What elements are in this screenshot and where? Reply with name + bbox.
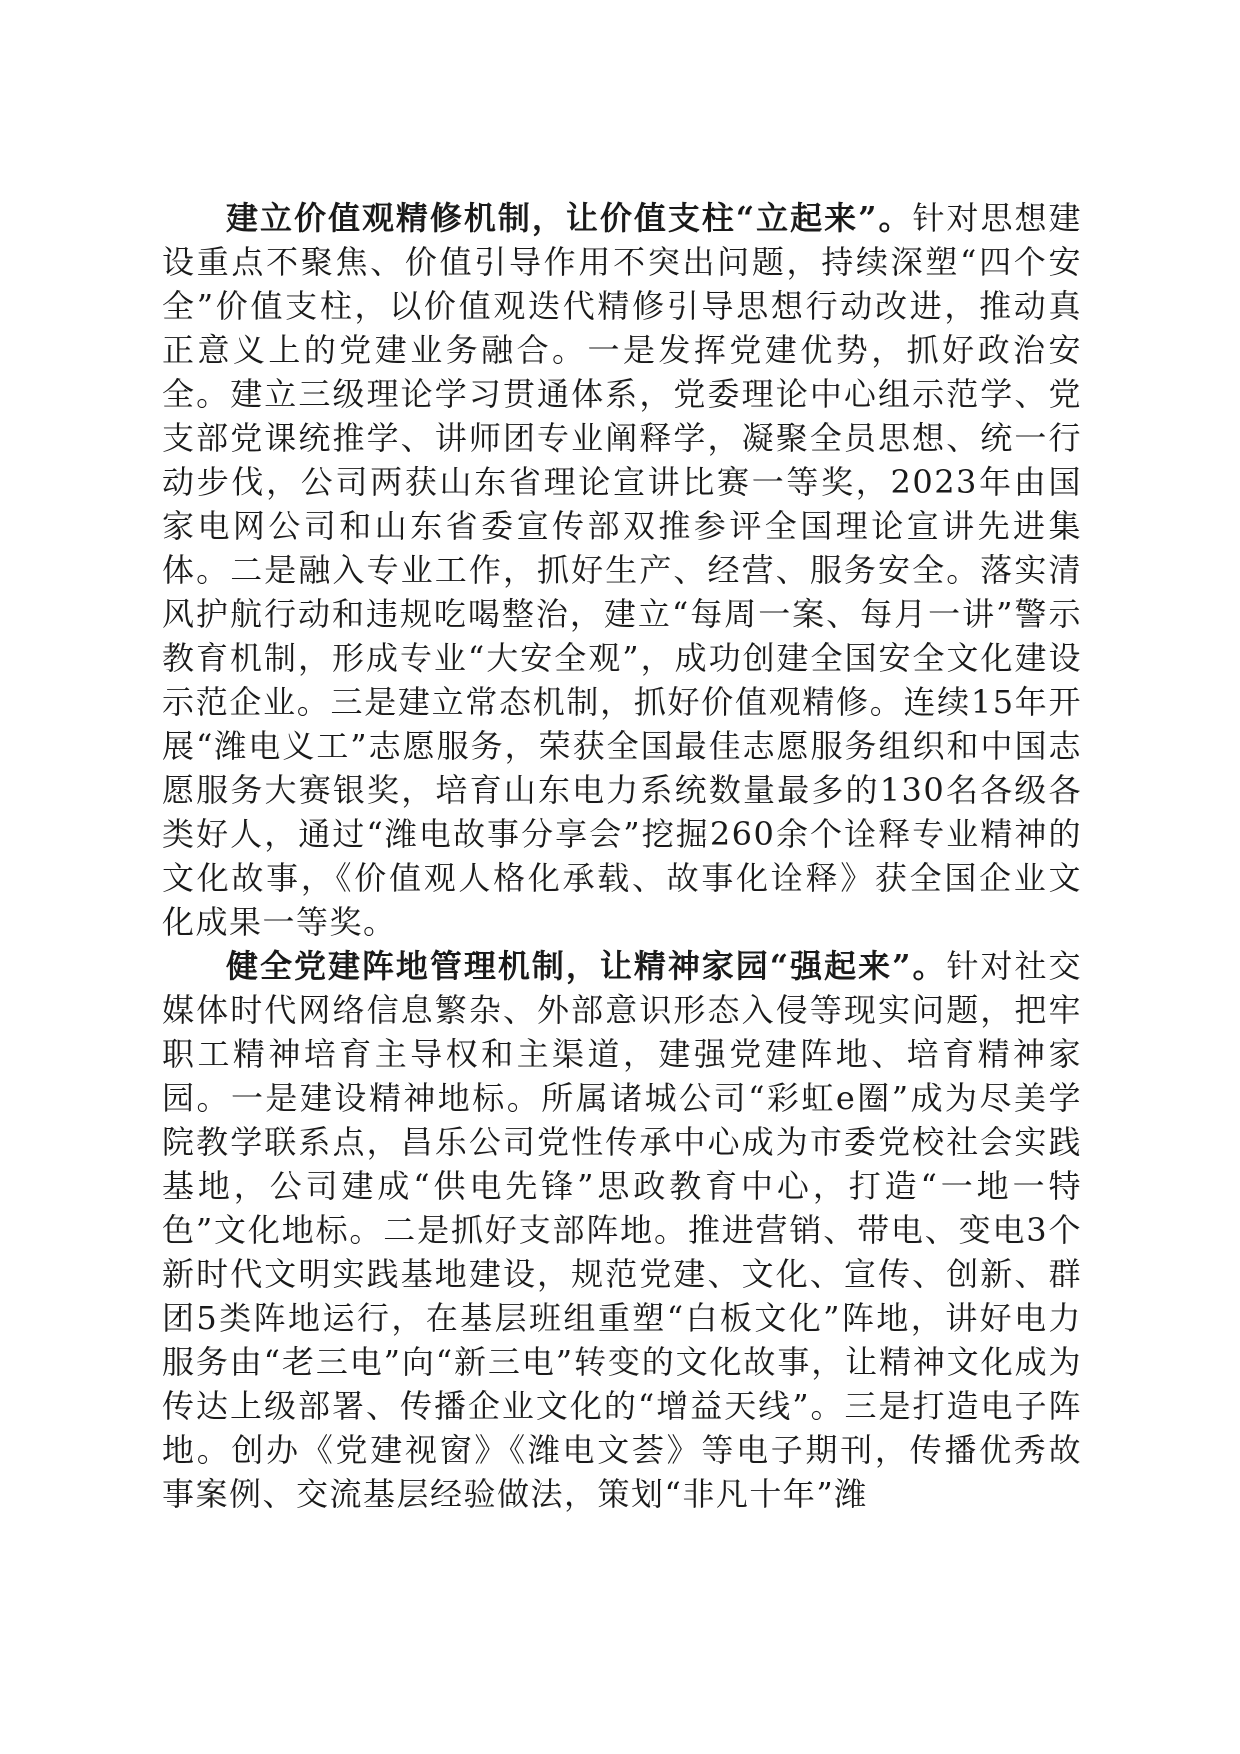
paragraph-value-pillar: [162, 196, 1082, 944]
document-body: [162, 196, 1082, 1516]
paragraph-heading: 健全党建阵地管理机制，让精神家园“强起来”。: [226, 947, 947, 985]
paragraph-spiritual-home: [162, 944, 1082, 1516]
paragraph-text: 针对思想建设重点不聚焦、价值引导作用不突出问题，持续深塑“四个安全”价值支柱，以价值观迭代精修引导思想行动改进，推动真正意义上的党建业务融合。一是发挥党建优势，抓好政治安全。建立三级理论学习贯通体系，党委理论中心组示范学、党支部党课统推学、讲师团专业阐释学，凝聚全员思想、统一行动步伐，公司两获山东省理论宣讲比赛一等奖，2023年由国家电网公司和山东省委宣传部双推参评全国理论宣讲先进集体。二是融入专业工作，抓好生产、经营、服务安全。落实清风护航行动和违规吃喝整治，建立“每周一案、每月一讲”警示教育机制，形成专业“大安全观”，成功创建全国安全文化建设示范企业。三是建立常态机制，抓好价值观精修。连续15年开展“潍电义工”志愿服务，荣获全国最佳志愿服务组织和中国志愿服务大赛银奖，培育山东电力系统数量最多的130名各级各类好人，通过“潍电故事分享会”挖掘260余个诠释专业精神的文化故事，《价值观人格化承载、故事化诠释》获全国企业文化成果一等奖。: [162, 199, 1082, 941]
paragraph-text: 针对社交媒体时代网络信息繁杂、外部意识形态入侵等现实问题，把牢职工精神培育主导权和主渠道，建强党建阵地、培育精神家园。一是建设精神地标。所属诸城公司“彩虹e圈”成为尽美学院教学联系点，昌乐公司党性传承中心成为市委党校社会实践基地，公司建成“供电先锋”思政教育中心，打造“一地一特色”文化地标。二是抓好支部阵地。推进营销、带电、变电3个新时代文明实践基地建设，规范党建、文化、宣传、创新、群团5类阵地运行，在基层班组重塑“白板文化”阵地，讲好电力服务由“老三电”向“新三电”转变的文化故事，让精神文化成为传达上级部署、传播企业文化的“增益天线”。三是打造电子阵地。创办《党建视窗》《潍电文荟》等电子期刊，传播优秀故事案例、交流基层经验做法，策划“非凡十年”潍: [162, 947, 1082, 1513]
paragraph-heading: 建立价值观精修机制，让价值支柱“立起来”。: [226, 199, 913, 237]
